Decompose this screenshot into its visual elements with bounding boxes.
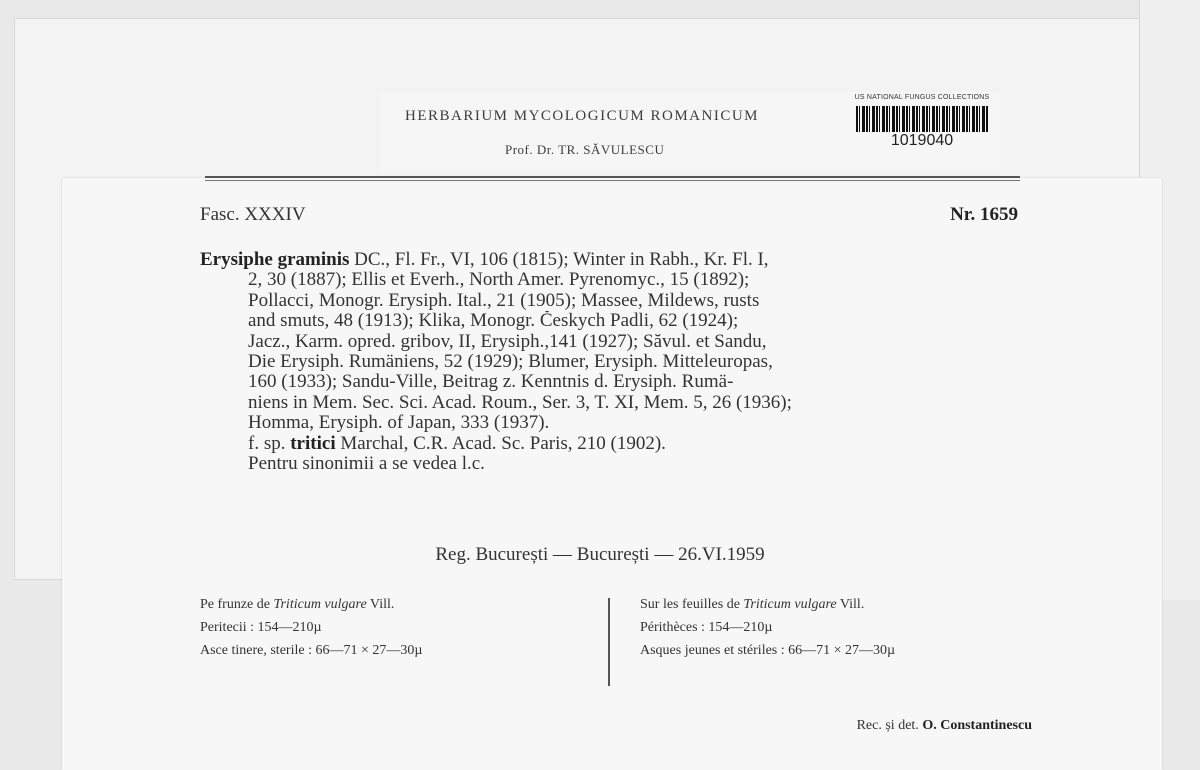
citation-line: Die Erysiph. Rumäniens, 52 (1929); Blumer, Erysiph. Mitteleuropas, [248,352,773,373]
forma-citation: Marchal, C.R. Acad. Sc. Paris, 210 (1902). [340,433,666,454]
collection-locality: Reg. București — București — 26.VI.1959 [435,544,765,565]
host-prefix: Sur les feuilles de [640,597,740,612]
citation-line: 2, 30 (1887); Ellis et Everh., North Amer. Pyrenomyc., 15 (1892); [248,270,750,291]
french-description [640,593,1060,662]
citation-line: and smuts, 48 (1913); Klika, Monogr. Českych Padli, 62 (1924); [248,311,739,332]
citation-line: 160 (1933); Sandu-Ville, Beitrag z. Kenntnis d. Erysiph. Rumä- [248,372,734,393]
barcode-label [848,94,996,158]
citation-line-0 [200,250,1030,270]
collector-prefix: Rec. și det. [856,718,919,733]
perithecia-fr: Périthèces : 154—210µ [640,620,773,635]
asci-ro: Asce tinere, sterile : 66—71 × 27—30µ [200,643,423,658]
host-author: Vill. [369,597,395,612]
host-prefix: Pe frunze de [200,597,270,612]
romanian-description [200,593,600,662]
taxonomic-citation [200,250,1030,474]
citation-text: DC., Fl. Fr., VI, 106 (1815); Winter in Rabh., Kr. Fl. I, [354,250,769,270]
citation-line: Homma, Erysiph. of Japan, 333 (1937). [248,413,550,434]
host-line-ro [200,593,600,616]
column-divider [608,598,610,686]
header-divider-thin [205,180,1020,181]
asci-fr: Asques jeunes et stériles : 66—71 × 27—30µ [640,643,896,658]
collector-name: O. Constantinescu [922,718,1032,733]
barcode-icon [856,106,988,132]
forma-specialis-line [200,434,1030,454]
barcode-number: 1019040 [890,132,954,149]
citation-line: Jacz., Karm. opred. gribov, II, Erysiph.,141 (1927); Săvul. et Sandu, [248,331,767,352]
specimen-number: Nr. 1659 [950,204,1018,225]
collector-line [857,718,1032,734]
perithecia-ro: Peritecii : 154—210µ [200,620,322,635]
citation-line: Pollacci, Monogr. Erysiph. Ital., 21 (1905); Massee, Mildews, rusts [248,290,760,311]
institution-title: HERBARIUM MYCOLOGICUM ROMANICUM [405,108,760,124]
host-name: Triticum vulgare [743,597,837,612]
host-author: Vill. [839,597,865,612]
barcode-caption: US NATIONAL FUNGUS COLLECTIONS [854,94,990,101]
citation-line: niens in Mem. Sec. Sci. Acad. Roum., Ser. 3, T. XI, Mem. 5, 26 (1936); [248,392,792,413]
forma-prefix: f. sp. [248,433,286,454]
fascicle-number: Fasc. XXXIV [200,204,306,225]
header-divider [205,176,1020,178]
synonyms-note: Pentru sinonimii a se vedea l.c. [248,454,485,475]
host-line-fr [640,593,1060,616]
species-name: Erysiphe graminis [200,250,350,270]
curator-name: Prof. Dr. TR. SĂVULESCU [505,142,665,157]
forma-name: tritici [290,433,336,454]
host-name: Triticum vulgare [273,597,367,612]
